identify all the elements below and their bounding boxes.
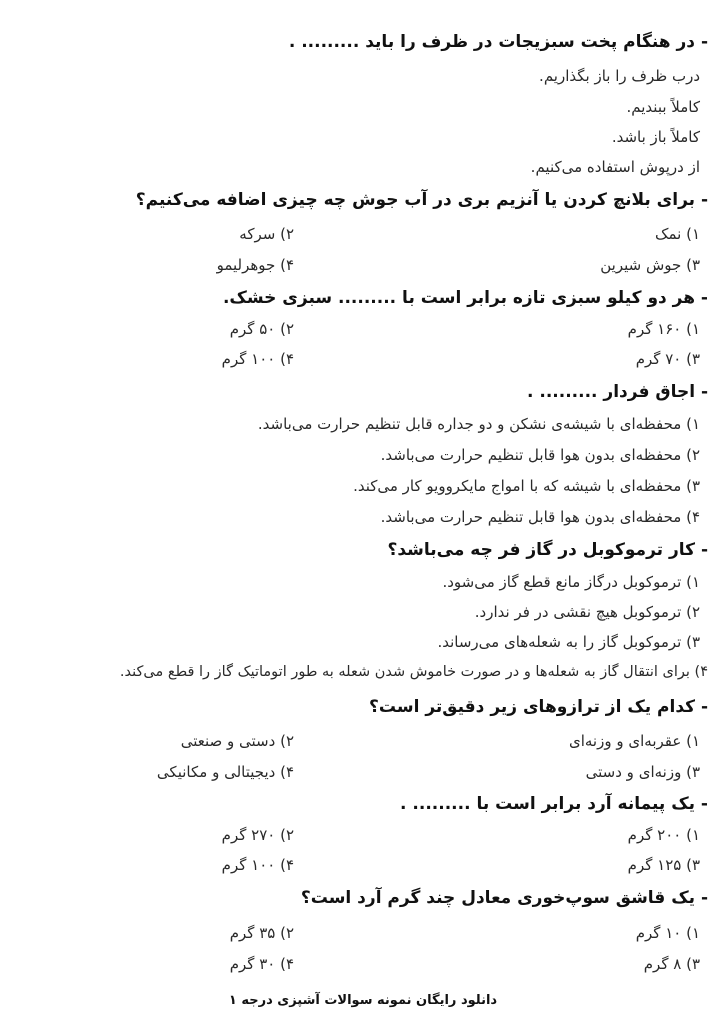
- q3-option-4: ۴) ۱۰۰ گرم: [221, 350, 294, 368]
- question-4: - اجاق فردار ......... .: [526, 382, 708, 402]
- q3-option-3: ۳) ۷۰ گرم: [635, 350, 700, 368]
- q8-option-4: ۴) ۳۰ گرم: [229, 955, 294, 973]
- question-1: - در هنگام پخت سبزیجات در ظرف را باید ......... .: [288, 32, 708, 52]
- q5-option-1: ۱) ترموکوبل درگاز مانع قطع گاز می‌شود.: [442, 573, 700, 591]
- q7-option-2: ۲) ۲۷۰ گرم: [221, 826, 294, 844]
- q1-option-3: کاملاً باز باشد.: [611, 128, 700, 146]
- q6-option-1: ۱) عقربه‌ای و وزنه‌ای: [568, 732, 700, 750]
- q7-option-4: ۴) ۱۰۰ گرم: [221, 856, 294, 874]
- q3-option-2: ۲) ۵۰ گرم: [229, 320, 294, 338]
- q4-option-3: ۳) محفظه‌ای با شیشه که با امواج مایکروویو کار می‌کند.: [353, 477, 700, 495]
- question-3: - هر دو کیلو سبزی تازه برابر است با ......... سبزی خشک.: [222, 288, 708, 308]
- q2-option-3: ۳) جوش شیرین: [600, 256, 700, 274]
- q8-option-1: ۱) ۱۰ گرم: [635, 924, 700, 942]
- q6-option-2: ۲) دستی و صنعتی: [180, 732, 294, 750]
- q2-option-1: ۱) نمک: [655, 225, 700, 243]
- q6-option-3: ۳) وزنه‌ای و دستی: [585, 763, 700, 781]
- q2-option-2: ۲) سرکه: [239, 225, 294, 243]
- question-5: - کار ترموکوبل در گاز فر چه می‌باشد؟: [387, 540, 708, 560]
- q4-option-2: ۲) محفظه‌ای بدون هوا قابل تنظیم حرارت می‌باشد.: [380, 446, 700, 464]
- q5-option-4: ۴) برای انتقال گاز به شعله‌ها و در صورت خاموش شدن شعله به طور اتوماتیک گاز را قطع می‌کند.: [119, 664, 708, 680]
- q7-option-3: ۳) ۱۲۵ گرم: [627, 856, 700, 874]
- q6-option-4: ۴) دیجیتالی و مکانیکی: [156, 763, 294, 781]
- question-6: - کدام یک از ترازوهای زیر دقیق‌تر است؟: [369, 697, 708, 717]
- page-footer: دانلود رایگان نمونه سوالات آشپزی درجه ۱: [228, 993, 498, 1008]
- q8-option-2: ۲) ۳۵ گرم: [229, 924, 294, 942]
- question-2: - برای بلانچ کردن یا آنزیم بری در آب جوش چه چیزی اضافه می‌کنیم؟: [135, 190, 708, 210]
- q7-option-1: ۱) ۲۰۰ گرم: [627, 826, 700, 844]
- q2-option-4: ۴) جوهرلیمو: [216, 256, 294, 274]
- q5-option-3: ۳) ترموکوبل گاز را به شعله‌های می‌رساند.: [437, 633, 700, 651]
- q5-option-2: ۲) ترموکوبل هیچ نقشی در فر ندارد.: [474, 603, 700, 621]
- question-7: - یک پیمانه آرد برابر است با ......... .: [400, 794, 708, 814]
- q1-option-2: کاملاً ببندیم.: [626, 98, 700, 116]
- q4-option-4: ۴) محفظه‌ای بدون هوا قابل تنظیم حرارت می‌باشد.: [380, 508, 700, 526]
- q1-option-4: از درپوش استفاده می‌کنیم.: [530, 158, 700, 176]
- q4-option-1: ۱) محفظه‌ای با شیشه‌ی نشکن و دو جداره قابل تنظیم حرارت می‌باشد.: [257, 415, 700, 433]
- q3-option-1: ۱) ۱۶۰ گرم: [627, 320, 700, 338]
- q1-option-1: درب ظرف را باز بگذاریم.: [539, 67, 700, 85]
- question-8: - یک قاشق سوپ‌خوری معادل چند گرم آرد است؟: [300, 888, 708, 908]
- q8-option-3: ۳) ۸ گرم: [643, 955, 700, 973]
